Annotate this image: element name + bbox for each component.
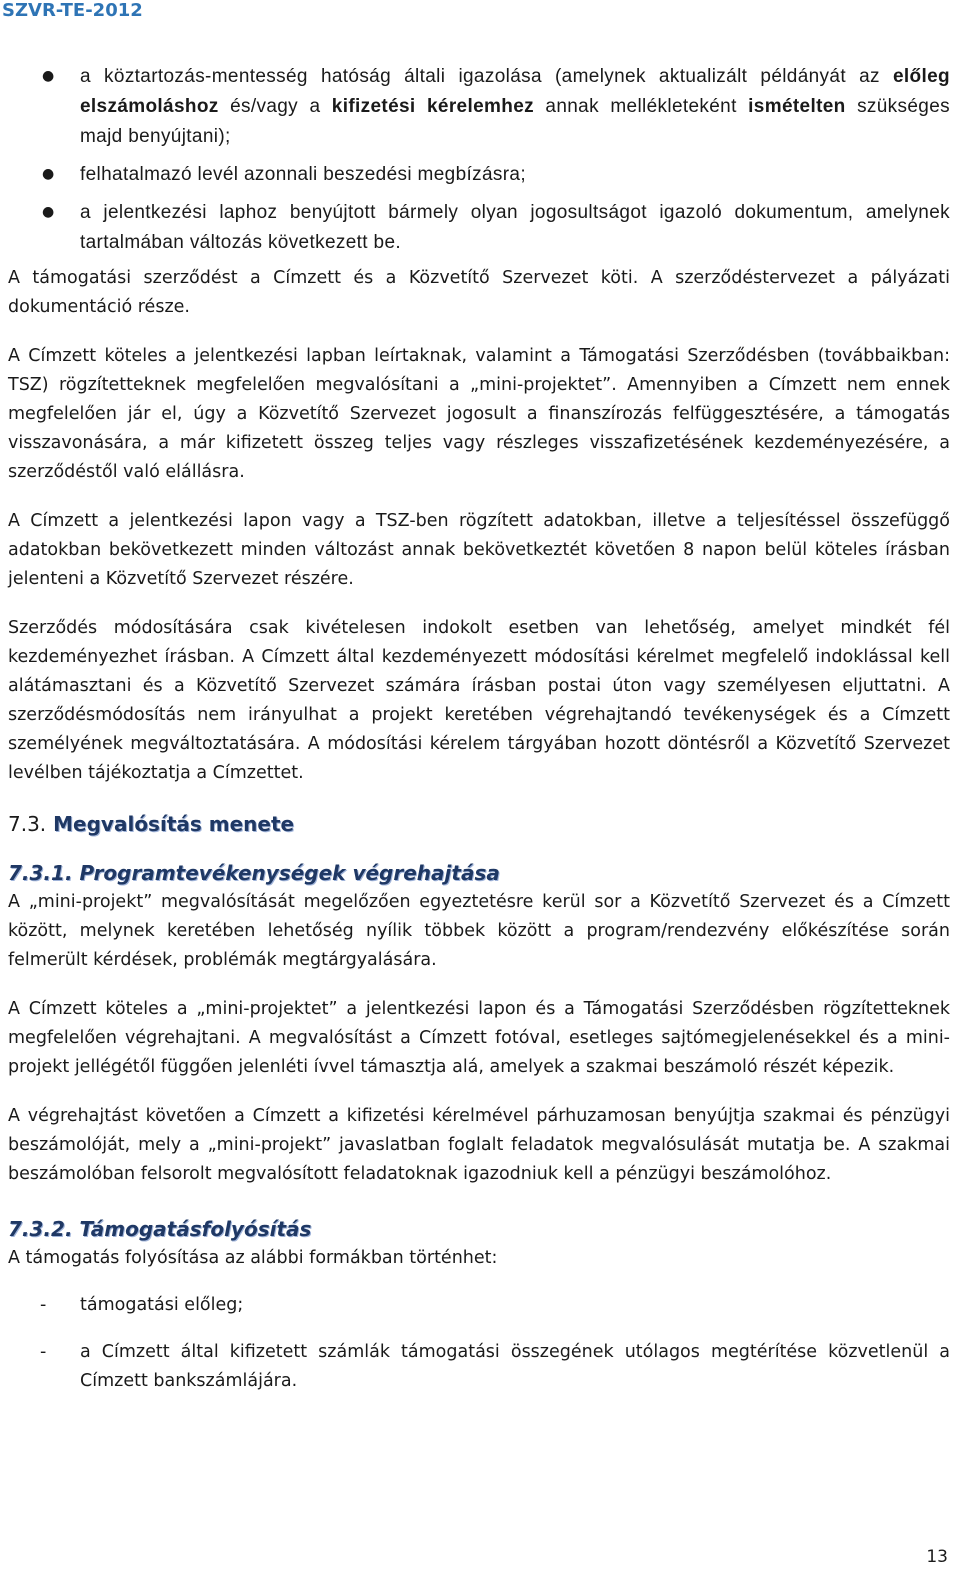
emphasized-text: kifizetési kérelemhez (331, 96, 534, 117)
list-item-text: felhatalmazó levél azonnali beszedési megbízásra; (80, 164, 526, 185)
section-title: Programtevékenységek végrehajtása (79, 861, 500, 885)
list-item-text: a Címzett által kifizetett számlák támogatási összegének utólagos megtérítése közvetlenül a Címzett bankszámlájára. (80, 1342, 950, 1391)
document-code: SZVR-TE-2012 (2, 0, 143, 21)
bullet-icon: ● (42, 68, 55, 84)
list-item-text (80, 66, 950, 147)
list-item (8, 198, 950, 258)
requirements-list (8, 62, 950, 258)
section-heading-7-3-1 (8, 859, 950, 888)
paragraph-contract: A támogatási szerződést a Címzett és a Közvetítő Szervezet köti. A szerződéstervezet a pályázati dokumentáció része. (8, 268, 950, 317)
dash-marker: - (40, 1295, 47, 1315)
list-item (8, 1338, 950, 1396)
paragraph-changes: A Címzett a jelentkezési lapon vagy a TSZ-ben rögzített adatokban, illetve a teljesítéssel összefüggő adatokban bekövetkezett minden változást annak bekövetkeztét követően 8 napon belül köteles írásban jelenteni a Közvetítő Szervezet részére. (8, 511, 950, 589)
bullet-icon: ● (42, 204, 55, 220)
list-item (8, 160, 950, 190)
text-run: a köztartozás-mentesség hatóság általi igazolása (amelynek aktualizált példányát az (80, 66, 893, 87)
text-run: szükséges majd benyújtani); (80, 96, 950, 147)
paragraph-disbursement-intro: A támogatás folyósítása az alábbi formákban történhet: (8, 1248, 498, 1268)
list-item-text: a jelentkezési laphoz benyújtott bármely olyan jogosultságot igazoló dokumentum, amelynek tartalmában változás következett be. (80, 202, 950, 253)
section-title: Támogatásfolyósítás (79, 1217, 312, 1241)
page-number: 13 (926, 1547, 948, 1567)
paragraph-implementation: A Címzett köteles a „mini-projektet” a jelentkezési lapon és a Támogatási Szerződésben rögzítetteknek megfelelően végrehajtani. A megvalósítást a Címzett fotóval, esetleges sajtómegjelenésekkel és a mini-projekt jellégétől függően jelenléti ívvel támasztja alá, amelyek a szakmai beszámoló részét képezik. (8, 999, 950, 1077)
section-title: Megvalósítás menete (53, 812, 295, 836)
dash-marker: - (40, 1342, 47, 1362)
paragraph-obligations: A Címzett köteles a jelentkezési lapban leírtaknak, valamint a Támogatási Szerződésben (továbbaikban: TSZ) rögzítetteknek megfelelően megvalósítani a „mini-projektet”. Amennyiben a Címzett nem ennek megfelelően jár el, úgy a Közvetítő Szervezet jogosult a finanszírozás felfüggesztésére, a támogatás visszavonására, a már kifizetett összeg teljes vagy részleges visszafizetésének kezdeményezésére, a szerződéstől való elállásra. (8, 346, 950, 482)
list-item (8, 62, 950, 152)
paragraph-amendment: Szerződés módosítására csak kivételesen indokolt esetben van lehetőség, amelyet mindkét fél kezdeményezhet írásban. A Címzett által kezdeményezett módosítási kérelmet megfelelő indoklással kell alátámasztani és a Közvetítő Szervezet számára írásban postai úton vagy személyesen eljuttatni. A szerződésmódosítás nem irányulhat a projekt keretében végrehajtandó tevékenységek és a Címzett személyének megváltoztatására. A módosítási kérelem tárgyában hozott döntésről a Közvetítő Szervezet levélben tájékoztatja a Címzettet. (8, 618, 950, 783)
section-heading-7-3-2 (8, 1215, 950, 1244)
page-content (8, 62, 950, 1396)
paragraph-coordination: A „mini-projekt” megvalósítását megelőzően egyeztetésre kerül sor a Közvetítő Szervezet és a Címzett között, melynek keretében lehetőség nyílik többek között a program/rendezvény előkészítése során felmerült kérdések, problémák megtárgyalására. (8, 892, 950, 970)
list-item (8, 1291, 950, 1320)
section-number: 7.3.1. (8, 861, 73, 885)
disbursement-list (8, 1291, 950, 1396)
section-number: 7.3.2. (8, 1217, 73, 1241)
bullet-icon: ● (42, 166, 55, 182)
emphasized-text: előleg elszámoláshoz (80, 66, 950, 117)
section-heading-7-3 (8, 810, 950, 839)
text-run: annak mellékleteként (534, 96, 749, 117)
emphasized-text: ismételten (748, 96, 846, 117)
text-run: és/vagy a (218, 96, 332, 117)
list-item-text: támogatási előleg; (80, 1295, 244, 1315)
section-number: 7.3. (8, 812, 47, 836)
paragraph-reporting: A végrehajtást követően a Címzett a kifizetési kérelmével párhuzamosan benyújtja szakmai és pénzügyi beszámolóját, mely a „mini-projekt” javaslatban foglalt feladatok megvalósulását mutatja be. A szakmai beszámolóban felsorolt megvalósított feladatoknak igazodniuk kell a pénzügyi beszámolóhoz. (8, 1106, 950, 1184)
